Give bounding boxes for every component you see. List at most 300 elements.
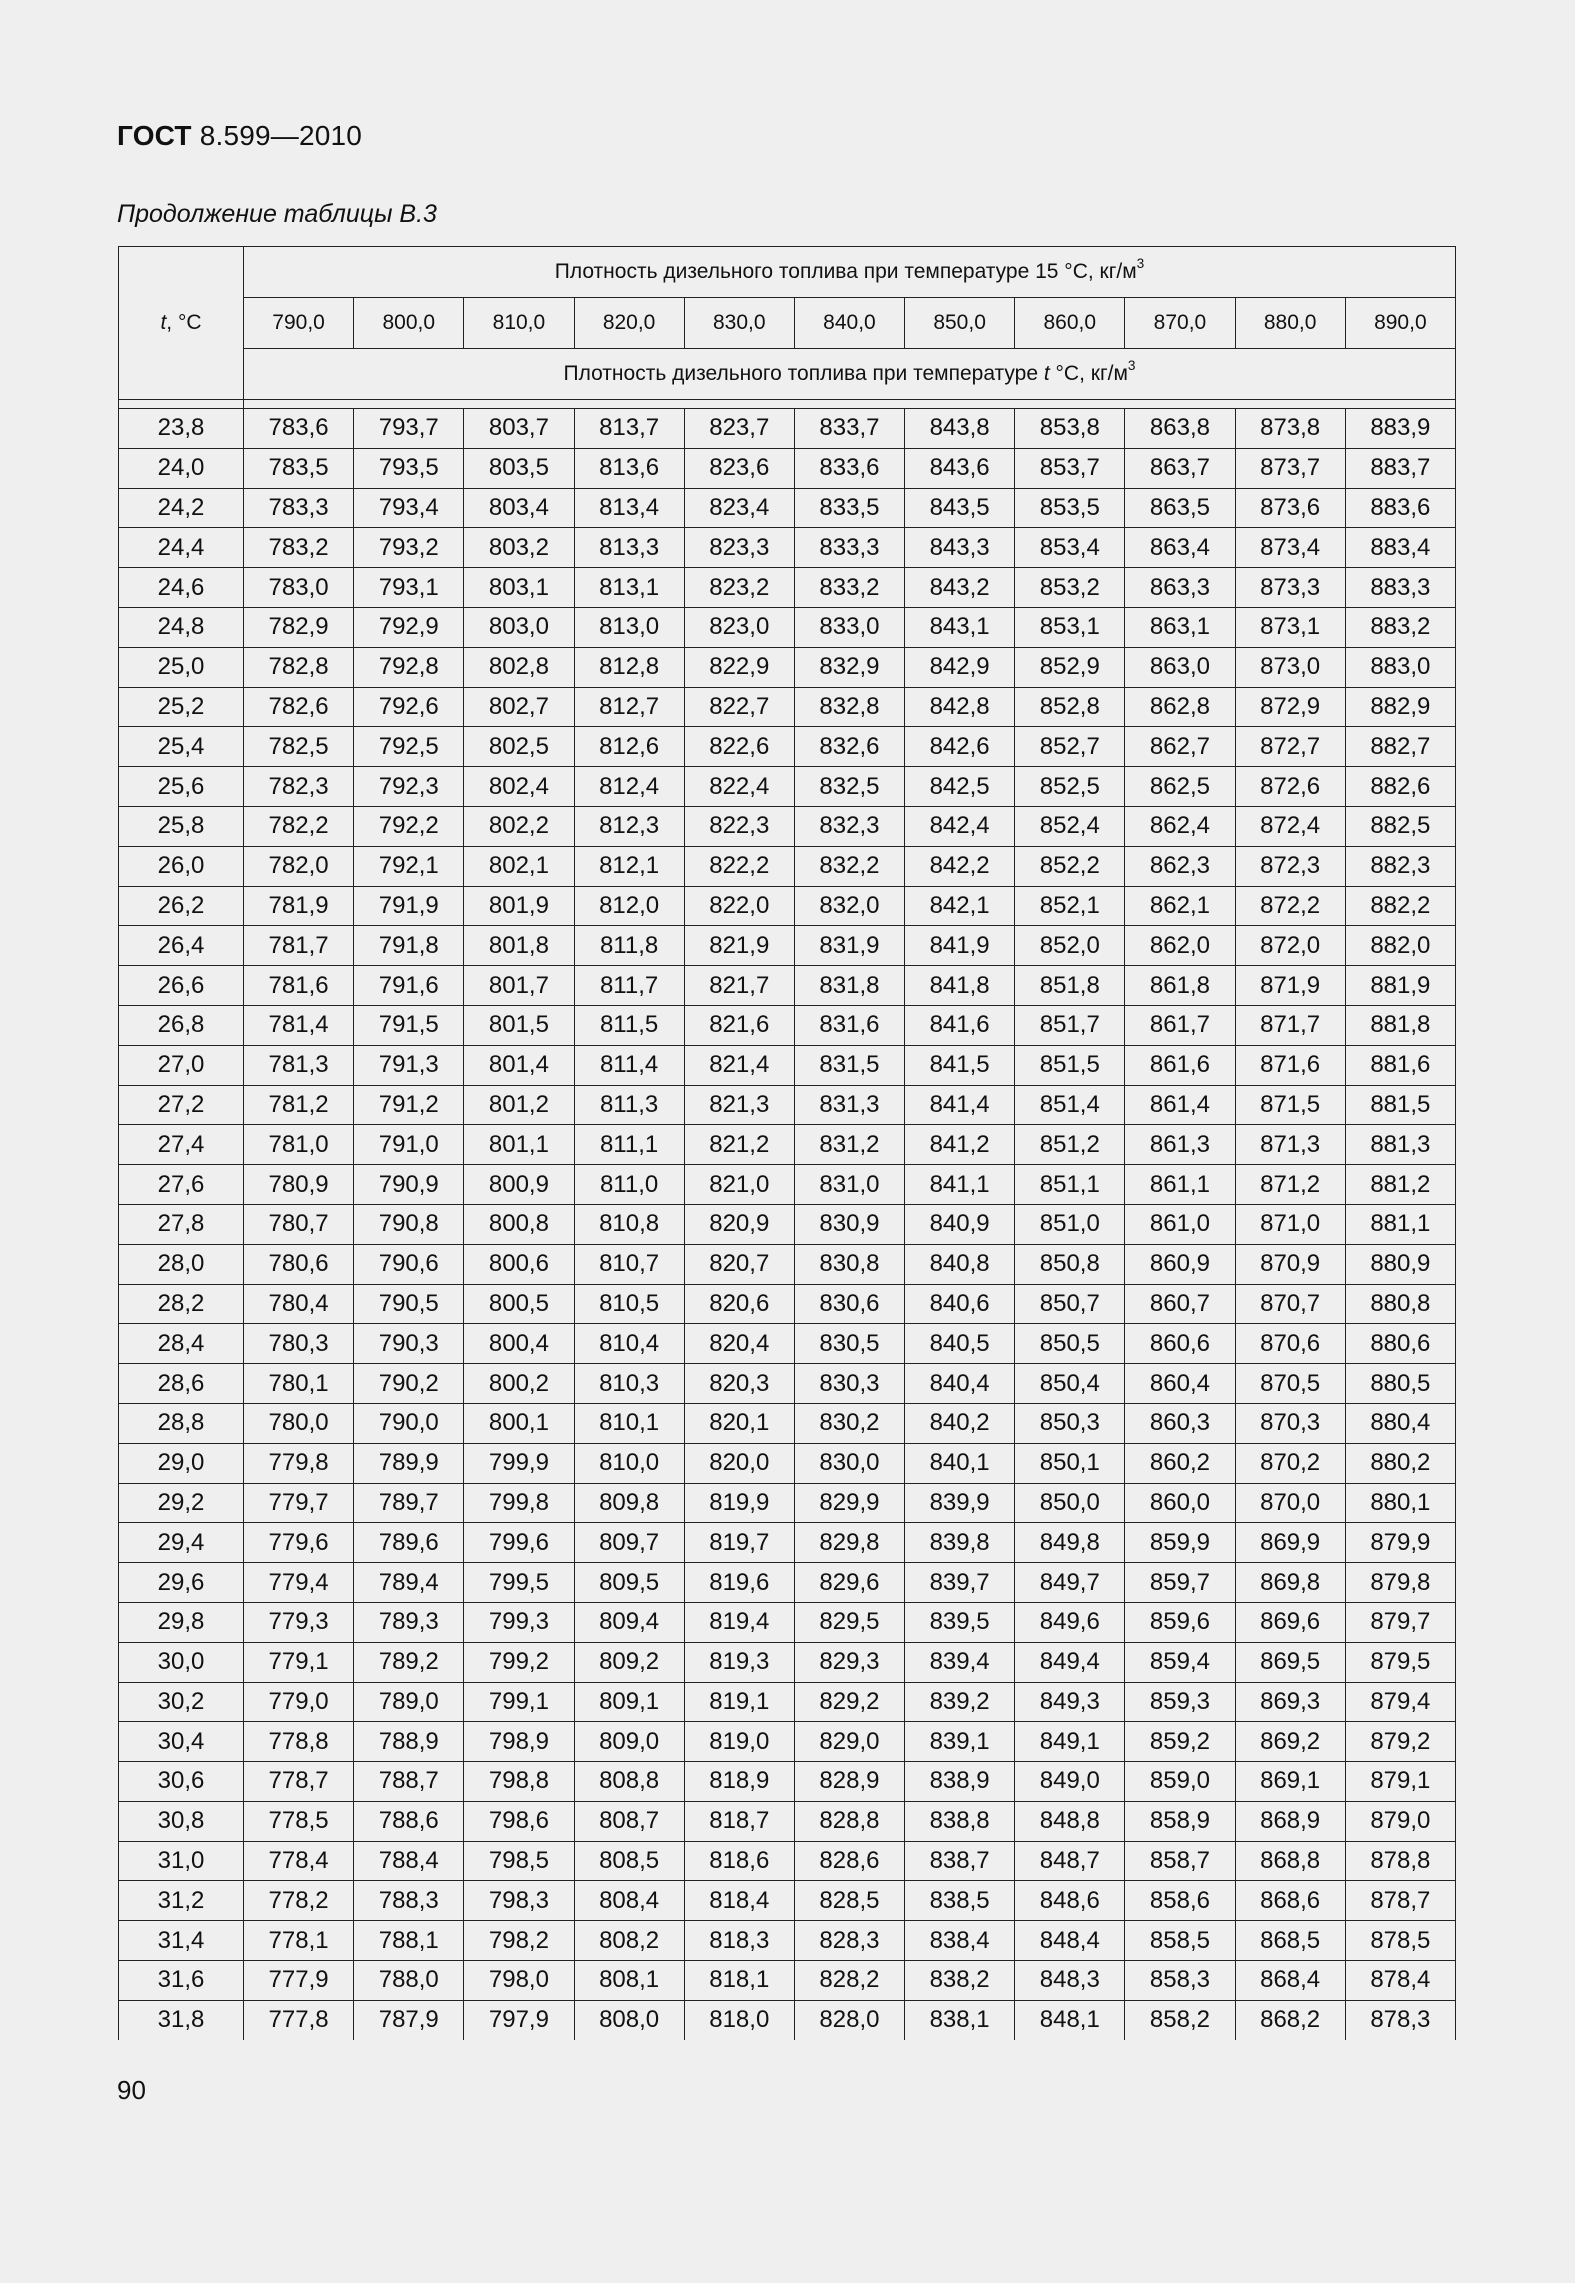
table-row: [119, 886, 1456, 926]
density-cell: 791,6: [354, 966, 464, 1006]
density-cell: 873,8: [1235, 409, 1345, 449]
temperature-cell: 25,4: [119, 727, 244, 767]
density-cell: 878,4: [1345, 1961, 1455, 2001]
density-cell: 800,1: [464, 1403, 574, 1443]
temperature-cell: 29,2: [119, 1483, 244, 1523]
density-cell: 778,1: [244, 1921, 354, 1961]
density-cell: 870,6: [1235, 1324, 1345, 1364]
density-cell: 869,3: [1235, 1682, 1345, 1722]
density-cell: 808,1: [574, 1961, 684, 2001]
density-cell: 833,7: [794, 409, 904, 449]
density-cell: 840,9: [905, 1204, 1015, 1244]
density-cell: 872,3: [1235, 846, 1345, 886]
density-cell: 803,0: [464, 607, 574, 647]
density-cell: 809,4: [574, 1602, 684, 1642]
density-cell: 813,0: [574, 607, 684, 647]
density-cell: 813,1: [574, 568, 684, 608]
density-cell: 870,3: [1235, 1403, 1345, 1443]
density-cell: 883,2: [1345, 607, 1455, 647]
temperature-cell: 24,6: [119, 568, 244, 608]
density-cell: 820,0: [684, 1443, 794, 1483]
density-cell: 860,3: [1125, 1403, 1235, 1443]
density-cell: 831,5: [794, 1045, 904, 1085]
density-cell: 783,2: [244, 528, 354, 568]
density-cell: 842,4: [905, 806, 1015, 846]
density-table: [118, 246, 1456, 2040]
density-cell: 852,9: [1015, 647, 1125, 687]
density-cell: 853,4: [1015, 528, 1125, 568]
density-cell: 808,8: [574, 1762, 684, 1802]
temperature-cell: 29,6: [119, 1563, 244, 1603]
density-cell: 858,7: [1125, 1841, 1235, 1881]
density-cell: 831,0: [794, 1165, 904, 1205]
density-column-header: 830,0: [684, 298, 794, 349]
temperature-cell: 28,6: [119, 1364, 244, 1404]
density-cell: 848,1: [1015, 2000, 1125, 2039]
density-cell: 792,1: [354, 846, 464, 886]
density-cell: 811,4: [574, 1045, 684, 1085]
density-cell: 818,0: [684, 2000, 794, 2039]
density-cell: 830,8: [794, 1244, 904, 1284]
density-cell: 878,3: [1345, 2000, 1455, 2039]
density-cell: 831,2: [794, 1125, 904, 1165]
density-cell: 810,3: [574, 1364, 684, 1404]
density-cell: 789,9: [354, 1443, 464, 1483]
density-cell: 868,8: [1235, 1841, 1345, 1881]
density-cell: 863,8: [1125, 409, 1235, 449]
density-cell: 880,6: [1345, 1324, 1455, 1364]
density-cell: 839,5: [905, 1602, 1015, 1642]
density-cell: 861,1: [1125, 1165, 1235, 1205]
density-cell: 849,4: [1015, 1642, 1125, 1682]
page-number: 90: [117, 2075, 146, 2105]
density-cell: 822,4: [684, 767, 794, 807]
density-cell: 840,1: [905, 1443, 1015, 1483]
density-cell: 802,2: [464, 806, 574, 846]
density-cell: 853,1: [1015, 607, 1125, 647]
density-cell: 831,9: [794, 926, 904, 966]
density-cell: 841,9: [905, 926, 1015, 966]
density-cell: 793,1: [354, 568, 464, 608]
temperature-cell: 25,2: [119, 687, 244, 727]
density-cell: 813,6: [574, 448, 684, 488]
table-row: [119, 1881, 1456, 1921]
density-cell: 843,3: [905, 528, 1015, 568]
density-cell: 872,7: [1235, 727, 1345, 767]
density-cell: 830,9: [794, 1204, 904, 1244]
temperature-cell: 26,8: [119, 1005, 244, 1045]
density-cell: 801,7: [464, 966, 574, 1006]
density-cell: 812,1: [574, 846, 684, 886]
table-row: [119, 727, 1456, 767]
table-row: [119, 1165, 1456, 1205]
t-unit: , °С: [166, 311, 202, 334]
density-column-header: 810,0: [464, 298, 574, 349]
density-cell: 841,2: [905, 1125, 1015, 1165]
density-cell: 852,5: [1015, 767, 1125, 807]
density-cell: 818,1: [684, 1961, 794, 2001]
density-cell: 869,8: [1235, 1563, 1345, 1603]
density-cell: 861,3: [1125, 1125, 1235, 1165]
density-cell: 869,6: [1235, 1602, 1345, 1642]
density-cell: 831,3: [794, 1085, 904, 1125]
density-cell: 879,4: [1345, 1682, 1455, 1722]
table-row: [119, 1085, 1456, 1125]
density-cell: 809,7: [574, 1523, 684, 1563]
density-cell: 882,9: [1345, 687, 1455, 727]
density-cell: 792,8: [354, 647, 464, 687]
density-cell: 821,3: [684, 1085, 794, 1125]
density-t-header: Плотность дизельного топлива при температуре t °С, $кг/м^3$: [244, 349, 1456, 400]
density-cell: 823,2: [684, 568, 794, 608]
density-cell: 829,6: [794, 1563, 904, 1603]
density-cell: 791,8: [354, 926, 464, 966]
density-cell: 860,2: [1125, 1443, 1235, 1483]
density-cell: 880,1: [1345, 1483, 1455, 1523]
table-row: [119, 448, 1456, 488]
density-cell: 790,0: [354, 1403, 464, 1443]
density-cell: 869,2: [1235, 1722, 1345, 1762]
density-cell: 853,7: [1015, 448, 1125, 488]
density-cell: 790,9: [354, 1165, 464, 1205]
table-row: [119, 568, 1456, 608]
density-cell: 882,2: [1345, 886, 1455, 926]
density-cell: 800,5: [464, 1284, 574, 1324]
density-cell: 859,9: [1125, 1523, 1235, 1563]
temperature-cell: 25,6: [119, 767, 244, 807]
density-cell: 878,7: [1345, 1881, 1455, 1921]
density-cell: 881,6: [1345, 1045, 1455, 1085]
density-cell: 841,8: [905, 966, 1015, 1006]
density-cell: 798,2: [464, 1921, 574, 1961]
density-cell: 791,2: [354, 1085, 464, 1125]
density-cell: 841,6: [905, 1005, 1015, 1045]
density-cell: 862,5: [1125, 767, 1235, 807]
density-cell: 863,1: [1125, 607, 1235, 647]
density-cell: 838,7: [905, 1841, 1015, 1881]
density-cell: 822,0: [684, 886, 794, 926]
density-cell: 879,5: [1345, 1642, 1455, 1682]
density-cell: 883,4: [1345, 528, 1455, 568]
density-cell: 828,6: [794, 1841, 904, 1881]
density-cell: 850,0: [1015, 1483, 1125, 1523]
density-cell: 810,1: [574, 1403, 684, 1443]
density-cell: 823,4: [684, 488, 794, 528]
density-cell: 861,7: [1125, 1005, 1235, 1045]
density-cell: 861,4: [1125, 1085, 1235, 1125]
density-cell: 829,9: [794, 1483, 904, 1523]
temperature-cell: 23,8: [119, 409, 244, 449]
table-row: [119, 966, 1456, 1006]
density-cell: 800,9: [464, 1165, 574, 1205]
density-cell: 873,1: [1235, 607, 1345, 647]
density-cell: 830,6: [794, 1284, 904, 1324]
density-cell: 788,1: [354, 1921, 464, 1961]
standard-prefix: ГОСТ: [117, 120, 192, 151]
density-cell: 783,3: [244, 488, 354, 528]
density-cell: 799,2: [464, 1642, 574, 1682]
density-cell: 802,4: [464, 767, 574, 807]
density-cell: 811,8: [574, 926, 684, 966]
table-row: [119, 1364, 1456, 1404]
density-cell: 781,0: [244, 1125, 354, 1165]
density-cell: 860,6: [1125, 1324, 1235, 1364]
table-row: [119, 488, 1456, 528]
density-cell: 798,9: [464, 1722, 574, 1762]
density-column-header: 880,0: [1235, 298, 1345, 349]
density-cell: 838,5: [905, 1881, 1015, 1921]
temperature-cell: 28,8: [119, 1403, 244, 1443]
density-cell: 879,1: [1345, 1762, 1455, 1802]
density-cell: 833,2: [794, 568, 904, 608]
density-cell: 848,3: [1015, 1961, 1125, 2001]
density-cell: 879,9: [1345, 1523, 1455, 1563]
density-cell: 879,7: [1345, 1602, 1455, 1642]
table-row: [119, 1523, 1456, 1563]
temperature-cell: 24,4: [119, 528, 244, 568]
density-cell: 850,5: [1015, 1324, 1125, 1364]
density-cell: 821,6: [684, 1005, 794, 1045]
density-cell: 809,1: [574, 1682, 684, 1722]
density-cell: 862,8: [1125, 687, 1235, 727]
density-cell: 832,3: [794, 806, 904, 846]
density-cell: 778,2: [244, 1881, 354, 1921]
density-cell: 832,6: [794, 727, 904, 767]
density-cell: 789,2: [354, 1642, 464, 1682]
density-cell: 882,5: [1345, 806, 1455, 846]
density-cell: 778,4: [244, 1841, 354, 1881]
density-cell: 821,2: [684, 1125, 794, 1165]
density-cell: 810,5: [574, 1284, 684, 1324]
density-cell: 822,6: [684, 727, 794, 767]
density-cell: 863,4: [1125, 528, 1235, 568]
density-cell: 882,7: [1345, 727, 1455, 767]
density-cell: 820,4: [684, 1324, 794, 1364]
density-cell: 799,5: [464, 1563, 574, 1603]
density-cell: 838,9: [905, 1762, 1015, 1802]
density-cell: 803,5: [464, 448, 574, 488]
temperature-cell: 30,8: [119, 1801, 244, 1841]
density-cell: 883,6: [1345, 488, 1455, 528]
density-cell: 873,6: [1235, 488, 1345, 528]
density-cell: 850,3: [1015, 1403, 1125, 1443]
table-row: [119, 1762, 1456, 1802]
table-row: [119, 806, 1456, 846]
temperature-cell: 31,4: [119, 1921, 244, 1961]
density-cell: 801,2: [464, 1085, 574, 1125]
density-cell: 782,8: [244, 647, 354, 687]
temperature-cell: 30,0: [119, 1642, 244, 1682]
density-cell: 798,8: [464, 1762, 574, 1802]
density-cell: 858,6: [1125, 1881, 1235, 1921]
density-cell: 799,3: [464, 1602, 574, 1642]
density-cell: 859,3: [1125, 1682, 1235, 1722]
density-cell: 801,4: [464, 1045, 574, 1085]
density-cell: 803,4: [464, 488, 574, 528]
density-cell: 850,8: [1015, 1244, 1125, 1284]
density-cell: 821,0: [684, 1165, 794, 1205]
density-cell: 872,9: [1235, 687, 1345, 727]
density-cell: 788,4: [354, 1841, 464, 1881]
table-head: [119, 247, 1456, 409]
temperature-cell: 25,0: [119, 647, 244, 687]
density-cell: 832,0: [794, 886, 904, 926]
density-cell: 878,5: [1345, 1921, 1455, 1961]
document-header: [117, 120, 362, 152]
density-cell: 829,5: [794, 1602, 904, 1642]
density-cell: 783,5: [244, 448, 354, 488]
density-cell: 798,3: [464, 1881, 574, 1921]
density-cell: 789,0: [354, 1682, 464, 1722]
density-cell: 842,9: [905, 647, 1015, 687]
density-cell: 880,2: [1345, 1443, 1455, 1483]
density-cell: 858,2: [1125, 2000, 1235, 2039]
density-cell: 833,5: [794, 488, 904, 528]
density-cell: 799,1: [464, 1682, 574, 1722]
density-cell: 859,7: [1125, 1563, 1235, 1603]
density-cell: 783,6: [244, 409, 354, 449]
density-cell: 843,8: [905, 409, 1015, 449]
density-cell: 781,3: [244, 1045, 354, 1085]
density-cell: 822,9: [684, 647, 794, 687]
density-cell: 791,5: [354, 1005, 464, 1045]
density-cell: 822,7: [684, 687, 794, 727]
density-cell: 819,7: [684, 1523, 794, 1563]
density-cell: 852,8: [1015, 687, 1125, 727]
density-cell: 793,5: [354, 448, 464, 488]
density-cell: 801,9: [464, 886, 574, 926]
density-cell: 849,7: [1015, 1563, 1125, 1603]
density-cell: 782,9: [244, 607, 354, 647]
density-cell: 839,2: [905, 1682, 1015, 1722]
density-cell: 818,9: [684, 1762, 794, 1802]
density-cell: 808,7: [574, 1801, 684, 1841]
density-cell: 859,4: [1125, 1642, 1235, 1682]
density-cell: 858,3: [1125, 1961, 1235, 2001]
density-cell: 801,8: [464, 926, 574, 966]
density-cell: 860,7: [1125, 1284, 1235, 1324]
density-cell: 798,0: [464, 1961, 574, 2001]
density-cell: 830,3: [794, 1364, 904, 1404]
density-cell: 840,5: [905, 1324, 1015, 1364]
density-cell: 848,4: [1015, 1921, 1125, 1961]
temperature-cell: 29,8: [119, 1602, 244, 1642]
density-cell: 868,5: [1235, 1921, 1345, 1961]
density-cell: 868,9: [1235, 1801, 1345, 1841]
density-cell: 851,0: [1015, 1204, 1125, 1244]
table-row: [119, 687, 1456, 727]
density-cell: 821,4: [684, 1045, 794, 1085]
density-cell: 883,3: [1345, 568, 1455, 608]
density-cell: 852,0: [1015, 926, 1125, 966]
temperature-cell: 31,0: [119, 1841, 244, 1881]
density-cell: 781,6: [244, 966, 354, 1006]
density-cell: 860,0: [1125, 1483, 1235, 1523]
density-cell: 799,8: [464, 1483, 574, 1523]
density-cell: 832,9: [794, 647, 904, 687]
density-cell: 873,4: [1235, 528, 1345, 568]
density-cell: 802,7: [464, 687, 574, 727]
density-cell: 871,5: [1235, 1085, 1345, 1125]
density-column-header: 800,0: [354, 298, 464, 349]
temperature-cell: 30,2: [119, 1682, 244, 1722]
table-row: [119, 1443, 1456, 1483]
density-cell: 782,2: [244, 806, 354, 846]
temperature-cell: 31,8: [119, 2000, 244, 2039]
density-cell: 781,2: [244, 1085, 354, 1125]
density-cell: 803,2: [464, 528, 574, 568]
density-cell: 819,0: [684, 1722, 794, 1762]
density-cell: 829,3: [794, 1642, 904, 1682]
density-cell: 780,7: [244, 1204, 354, 1244]
table-row: [119, 1801, 1456, 1841]
density-cell: 853,5: [1015, 488, 1125, 528]
density-cell: 789,7: [354, 1483, 464, 1523]
density-cell: 818,6: [684, 1841, 794, 1881]
density-cell: 792,2: [354, 806, 464, 846]
density-cell: 852,2: [1015, 846, 1125, 886]
density-cell: 803,1: [464, 568, 574, 608]
density-cell: 802,5: [464, 727, 574, 767]
density-cell: 812,6: [574, 727, 684, 767]
density-cell: 819,6: [684, 1563, 794, 1603]
table-row: [119, 409, 1456, 449]
density-cell: 829,0: [794, 1722, 904, 1762]
density-cell: 810,8: [574, 1204, 684, 1244]
density-column-header: 890,0: [1345, 298, 1455, 349]
table-row: [119, 607, 1456, 647]
density-cell: 843,1: [905, 607, 1015, 647]
density-cell: 778,5: [244, 1801, 354, 1841]
density-cell: 871,7: [1235, 1005, 1345, 1045]
density-cell: 833,3: [794, 528, 904, 568]
density-cell: 812,4: [574, 767, 684, 807]
density-cell: 869,9: [1235, 1523, 1345, 1563]
temperature-cell: 26,4: [119, 926, 244, 966]
density-cell: 883,0: [1345, 647, 1455, 687]
table-row: [119, 767, 1456, 807]
density-cell: 819,4: [684, 1602, 794, 1642]
table-row: [119, 1005, 1456, 1045]
density-cell: 813,3: [574, 528, 684, 568]
density-cell: 858,9: [1125, 1801, 1235, 1841]
density-cell: 879,8: [1345, 1563, 1455, 1603]
density-cell: 832,2: [794, 846, 904, 886]
density-cell: 792,3: [354, 767, 464, 807]
density-cell: 853,8: [1015, 409, 1125, 449]
density-cell: 783,0: [244, 568, 354, 608]
temperature-cell: 27,0: [119, 1045, 244, 1085]
density-column-header: 850,0: [905, 298, 1015, 349]
density-cell: 838,4: [905, 1921, 1015, 1961]
density-cell: 830,2: [794, 1403, 904, 1443]
density-cell: 821,7: [684, 966, 794, 1006]
temperature-column-header: t, °С: [119, 247, 244, 400]
density-cell: 820,3: [684, 1364, 794, 1404]
density-cell: 779,0: [244, 1682, 354, 1722]
density-cell: 782,0: [244, 846, 354, 886]
density-cell: 811,0: [574, 1165, 684, 1205]
temperature-cell: 26,6: [119, 966, 244, 1006]
density-cell: 790,6: [354, 1244, 464, 1284]
density-cell: 842,2: [905, 846, 1015, 886]
temperature-cell: 27,2: [119, 1085, 244, 1125]
density-cell: 812,0: [574, 886, 684, 926]
density-cell: 782,6: [244, 687, 354, 727]
density-15-header: Плотность дизельного топлива при температуре 15 °С, $кг/м^3$: [244, 247, 1456, 298]
density-cell: 798,5: [464, 1841, 574, 1881]
table-row: [119, 1244, 1456, 1284]
